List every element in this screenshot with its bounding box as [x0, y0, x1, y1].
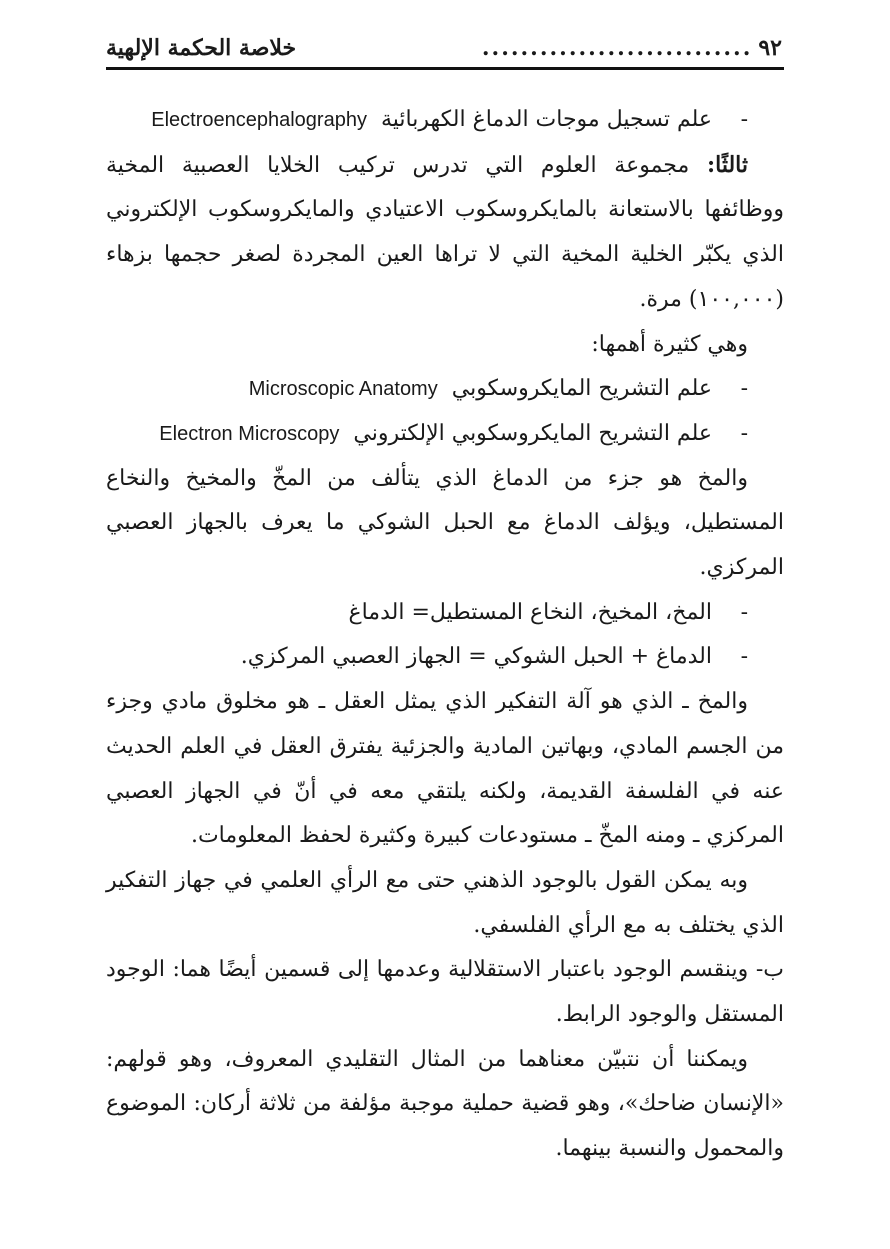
running-header	[106, 26, 782, 66]
list-item-equation-1	[106, 591, 784, 636]
list-item-electron-microscopy	[106, 412, 784, 457]
list-dash: -	[740, 644, 748, 670]
list-dash: -	[740, 107, 748, 132]
paragraph-brain: والمخ هو جزء من الدماغ الذي يتألف من المخّ والمخيخ والنخاع المستطيل، ويؤلف الدماغ مع الحبل الشوكي ما يعرف بالجهاز العصبي المركزي.	[106, 465, 784, 581]
page-number: ٩٢	[758, 35, 782, 61]
list-item-text: علم التشريح المايكروسكوبي	[451, 376, 712, 402]
list-item-microscopic-anatomy	[106, 367, 784, 412]
paragraph-most-important: وهي كثيرة أهمها:	[591, 331, 748, 357]
book-title: خلاصة الحكمة الإلهية	[106, 35, 297, 61]
latin-term: Microscopic Anatomy	[248, 378, 438, 401]
paragraph-thirdly	[106, 143, 784, 323]
paragraph-text: مجموعة العلوم التي تدرس تركيب الخلايا العصبية المخية ووظائفها بالاستعانة بالمايكروسكوب الاعتيادي والمايكروسكوب الإلكتروني الذي يكبّر الخلية المخية التي لا تراها العين المجردة لصغر حجمها بزهاء (١٠٠,٠٠٠) مرة.	[106, 152, 784, 312]
page-body	[106, 98, 784, 1172]
paragraph-section-b: ب- وينقسم الوجود باعتبار الاستقلالية وعدمها إلى قسمين أيضًا هما: الوجود المستقل والوجود الرابط.	[106, 957, 784, 1028]
list-item-text: علم تسجيل موجات الدماغ الكهربائية	[380, 107, 712, 132]
header-rule	[106, 67, 784, 70]
paragraph-lead: ثالثًا:	[707, 151, 748, 178]
list-item-text: الدماغ + الحبل الشوكي = الجهاز العصبي المركزي.	[240, 644, 712, 670]
paragraph-example: ويمكننا أن نتبيّن معناهما من المثال التقليدي المعروف، وهو قولهم: «الإنسان ضاحك»، وهو قضية حملية موجبة مؤلفة من ثلاثة أركان: الموضوع والمحمول والنسبة بينهما.	[106, 1046, 784, 1162]
header-leader-dots: ............................	[481, 35, 753, 61]
list-item-text: المخ، المخيخ، النخاع المستطيل= الدماغ	[348, 599, 712, 625]
latin-term: Electron Microscopy	[159, 422, 340, 445]
list-item-equation-2	[106, 635, 784, 680]
paragraph-mental-existence: وبه يمكن القول بالوجود الذهني حتى مع الرأي العلمي في جهاز التفكير الذي يختلف به مع الرأي الفلسفي.	[106, 867, 784, 938]
list-dash: -	[740, 599, 748, 625]
list-dash: -	[740, 376, 748, 402]
list-item-eeg	[106, 98, 784, 143]
paragraph-thinking: والمخ ـ الذي هو آلة التفكير الذي يمثل العقل ـ هو مخلوق مادي وجزء من الجسم المادي، وبهاتين المادية والجزئية يفترق العقل في العلم الحديث عنه في الفلسفة القديمة، ولكنه يلتقي معه في أنّ في الجهاز العصبي المركزي ـ ومنه المخّ ـ مستودعات كبيرة وكثيرة لحفظ المعلومات.	[106, 689, 784, 849]
list-item-text: علم التشريح المايكروسكوبي الإلكتروني	[353, 420, 712, 446]
list-dash: -	[740, 420, 748, 446]
latin-term: Electroencephalography	[151, 109, 367, 131]
